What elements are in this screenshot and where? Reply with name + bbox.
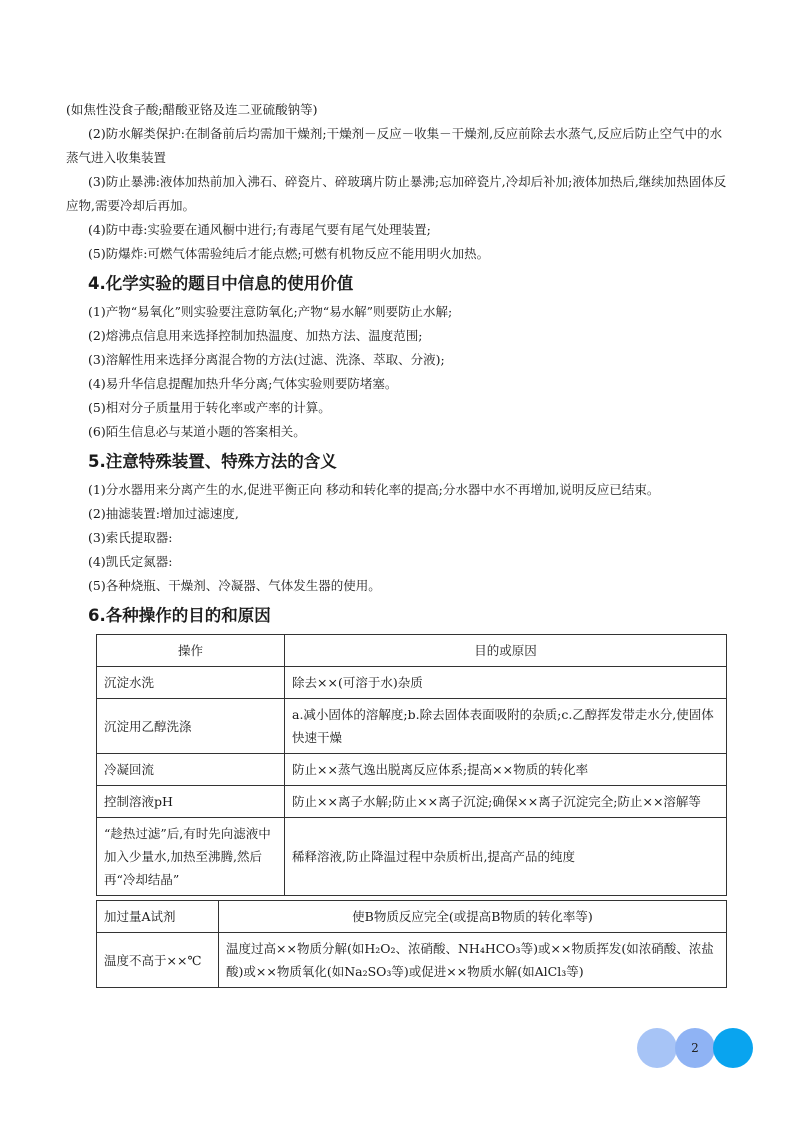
text-line: (3)索氏提取器:: [88, 530, 173, 545]
table-header-cell: 操作: [97, 635, 285, 667]
table-header-cell: 目的或原因: [285, 635, 727, 667]
table-cell: 温度过高××物质分解(如H₂O₂、浓硝酸、NH₄HCO₃等)或××物质挥发(如浓硝酸、浓盐酸)或××物质氧化(如Na₂SO₃等)或促进××物质水解(如AlCl₃等): [219, 933, 727, 988]
table-cell: 温度不高于××℃: [97, 933, 219, 988]
text-line: (6)陌生信息必与某道小题的答案相关。: [88, 424, 306, 439]
text-line: (4)易升华信息提醒加热升华分离;气体实验则要防堵塞。: [88, 376, 398, 391]
text-line: (2)抽滤装置:增加过滤速度,: [88, 506, 239, 521]
table-cell: 冷凝回流: [97, 754, 285, 786]
table-cell: a.减小固体的溶解度;b.除去固体表面吸附的杂质;c.乙醇挥发带走水分,使固体快速干燥: [285, 699, 727, 754]
text-line: (如焦性没食子酸;醋酸亚铬及连二亚硫酸钠等): [66, 102, 318, 117]
table-cell: 沉淀用乙醇洗涤: [97, 699, 285, 754]
table-cell: 稀释溶液,防止降温过程中杂质析出,提高产品的纯度: [285, 818, 727, 896]
operations-table: [96, 634, 727, 896]
table-row: [97, 786, 727, 818]
table-cell: 防止××离子水解;防止××离子沉淀;确保××离子沉淀完全;防止××溶解等: [285, 786, 727, 818]
table-header-row: [97, 635, 727, 667]
table-row: [97, 933, 727, 988]
table-row: [97, 667, 727, 699]
section-4-title: 4.化学实验的题目中信息的使用价值: [88, 274, 354, 293]
section-6-title: 6.各种操作的目的和原因: [88, 606, 271, 625]
text-line: (2)熔沸点信息用来选择控制加热温度、加热方法、温度范围;: [88, 328, 423, 343]
text-line: (3)溶解性用来选择分离混合物的方法(过滤、洗涤、萃取、分液);: [88, 352, 445, 367]
table-cell: “趁热过滤”后,有时先向滤液中加入少量水,加热至沸腾,然后再“冷却结晶”: [97, 818, 285, 896]
text-line: (3)防止暴沸:液体加热前加入沸石、碎瓷片、碎玻璃片防止暴沸;忘加碎瓷片,冷却后补加;液体加热后,继续加热固体反应物,需要冷却后再加。: [66, 174, 727, 213]
table-cell: 加过量A试剂: [97, 901, 219, 933]
table-row: [97, 818, 727, 896]
table-row: [97, 699, 727, 754]
table-cell: 防止××蒸气逸出脱离反应体系;提高××物质的转化率: [285, 754, 727, 786]
text-line: (4)防中毒:实验要在通风橱中进行;有毒尾气要有尾气处理装置;: [88, 222, 431, 237]
text-line: (5)各种烧瓶、干燥剂、冷凝器、气体发生器的使用。: [88, 578, 381, 593]
reagent-temperature-table: [96, 900, 727, 988]
text-line: (1)产物“易氧化”则实验要注意防氧化;产物“易水解”则要防止水解;: [88, 304, 453, 319]
text-line: (1)分水器用来分离产生的水,促进平衡正向 移动和转化率的提高;分水器中水不再增加,说明反应已结束。: [88, 482, 660, 497]
table-row: [97, 901, 727, 933]
table-row: [97, 754, 727, 786]
table-cell: 除去××(可溶于水)杂质: [285, 667, 727, 699]
text-line: (4)凯氏定氮器:: [88, 554, 173, 569]
table-cell: 沉淀水洗: [97, 667, 285, 699]
text-line: (2)防水解类保护:在制备前后均需加干燥剂;干燥剂－反应－收集－干燥剂,反应前除去水蒸气,反应后防止空气中的水蒸气进入收集装置: [66, 126, 723, 165]
text-line: (5)防爆炸:可燃气体需验纯后才能点燃;可燃有机物反应不能用明火加热。: [88, 246, 490, 261]
text-line: (5)相对分子质量用于转化率或产率的计算。: [88, 400, 331, 415]
page-content: [66, 98, 732, 988]
page-footer: [637, 1028, 752, 1068]
page-number: 2: [691, 1041, 699, 1055]
table-cell: 使B物质反应完全(或提高B物质的转化率等): [219, 901, 727, 933]
decorative-circle: [713, 1028, 753, 1068]
section-5-title: 5.注意特殊装置、特殊方法的含义: [88, 452, 337, 471]
decorative-circle: [637, 1028, 677, 1068]
table-cell: 控制溶液pH: [97, 786, 285, 818]
